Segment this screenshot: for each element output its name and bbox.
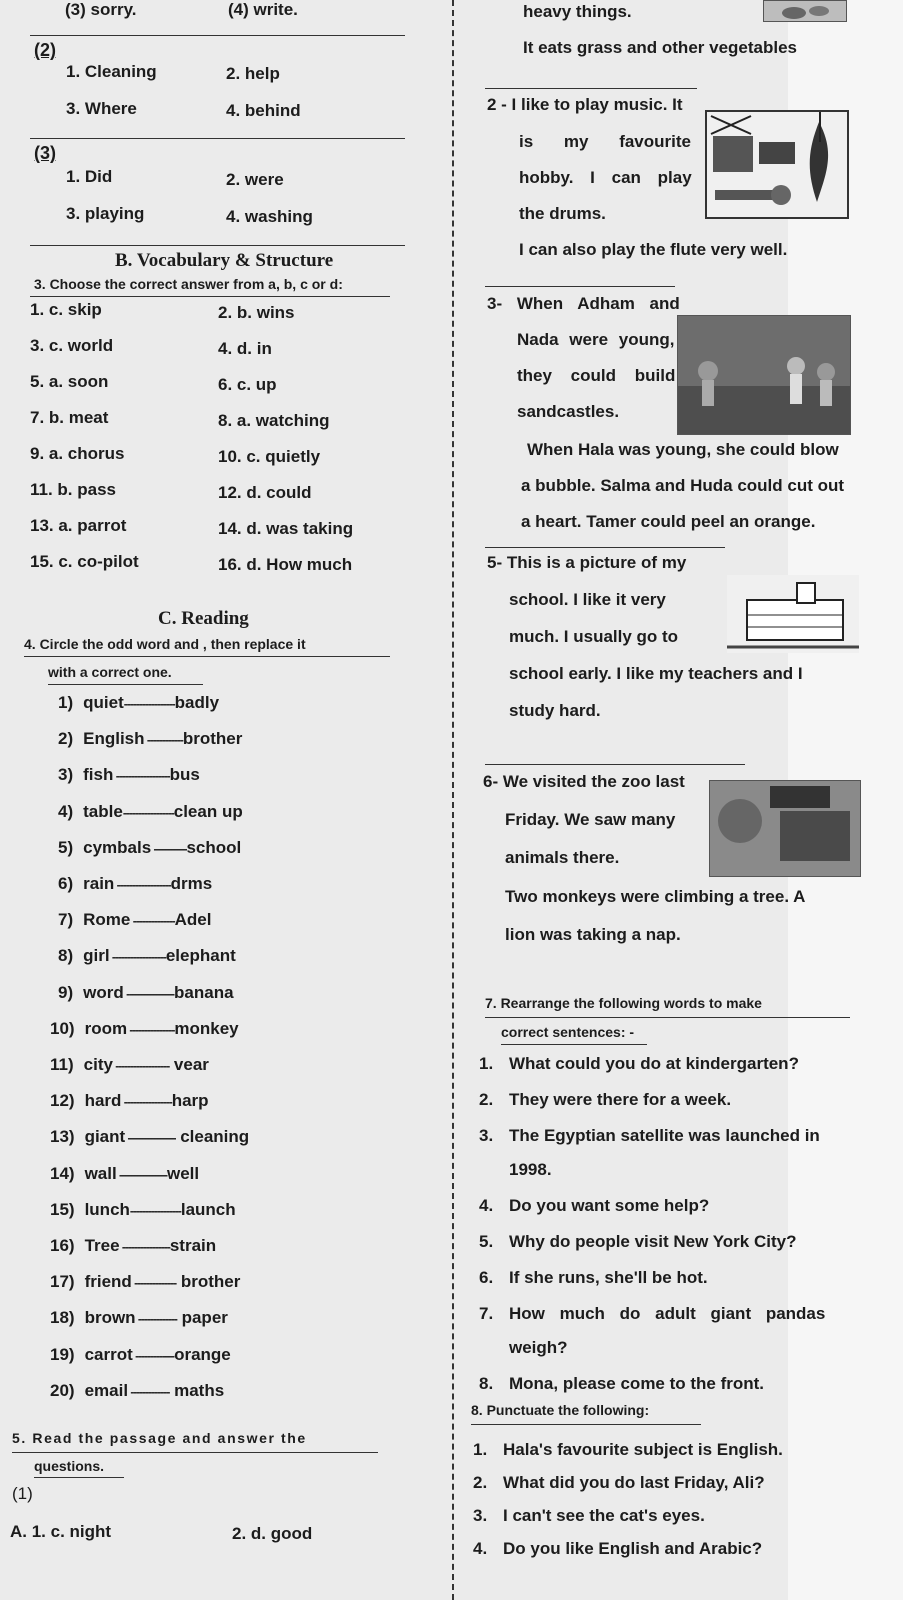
- item-number: 4): [58, 801, 74, 821]
- item-number: 14): [50, 1163, 75, 1183]
- item-number: 7): [58, 910, 74, 930]
- item-number: 6.: [479, 1268, 494, 1287]
- text-line: is my favourite: [519, 132, 691, 151]
- replacement-word: launch: [180, 1199, 236, 1219]
- odd-word: Rome: [83, 910, 131, 930]
- answer: A. 1. c. night: [10, 1522, 112, 1541]
- text-line: 5- This is a picture of my: [487, 553, 687, 572]
- sentence-line: If she runs, she'll be hot.: [509, 1268, 708, 1287]
- odd-word-row: [58, 729, 242, 749]
- right-column: [465, 0, 903, 1600]
- odd-word: carrot: [84, 1344, 133, 1364]
- odd-word-row: [58, 946, 236, 966]
- column-divider: [452, 0, 454, 1600]
- odd-word-row: [50, 1055, 209, 1075]
- rule: [30, 138, 405, 139]
- text-line: school. I like it very: [509, 590, 666, 609]
- item-number: 15): [50, 1199, 75, 1219]
- answer: 5. a. soon: [30, 372, 109, 391]
- text-line: Two monkeys were climbing a tree. A: [505, 887, 806, 906]
- item-number: 1.: [479, 1054, 494, 1073]
- sentence-line: Do you want some help?: [509, 1196, 710, 1215]
- text-line: I can also play the flute very well.: [519, 240, 788, 259]
- text-line: much. I usually go to: [509, 627, 679, 646]
- text-line: school early. I like my teachers and I: [509, 664, 803, 683]
- odd-word-row: [50, 1091, 209, 1111]
- answer: 3. Where: [66, 99, 137, 118]
- replacement-word: monkey: [174, 1018, 239, 1038]
- instruction: correct sentences: -: [501, 1024, 635, 1040]
- odd-word: email: [84, 1380, 129, 1400]
- dash-leader: --------------: [130, 914, 175, 929]
- dash-leader: ----------------: [121, 1095, 172, 1110]
- answer: 3. c. world: [30, 336, 114, 355]
- answer: 16. d. How much: [218, 555, 353, 574]
- section-label: (2): [34, 40, 56, 60]
- dash-leader: ------------------: [109, 950, 166, 965]
- answer: 13. a. parrot: [30, 516, 127, 535]
- answer: 12. d. could: [218, 483, 312, 502]
- answer: 1. c. skip: [30, 300, 102, 319]
- sentence-line: Hala's favourite subject is English.: [503, 1440, 783, 1459]
- dash-leader: ----------------: [116, 1167, 167, 1182]
- odd-word-row: [58, 983, 234, 1003]
- odd-word-row: [50, 1345, 231, 1365]
- sentence-line: I can't see the cat's eyes.: [503, 1506, 705, 1525]
- text-line: study hard.: [509, 701, 601, 720]
- odd-word-row: [50, 1308, 228, 1328]
- section-heading: B. Vocabulary & Structure: [115, 250, 334, 271]
- rule: [485, 88, 697, 89]
- rule: [30, 35, 405, 36]
- replacement-word: brother: [176, 1272, 241, 1292]
- sentence-line: Do you like English and Arabic?: [503, 1539, 763, 1558]
- rule: [485, 547, 725, 548]
- item-number: 3.: [479, 1126, 494, 1145]
- sentence-line: The Egyptian satellite was launched in: [509, 1126, 820, 1145]
- answer: 2. help: [226, 64, 280, 83]
- item-number: 13): [50, 1127, 75, 1147]
- instruction: 8. Punctuate the following:: [471, 1402, 650, 1418]
- sentence-line: weigh?: [509, 1338, 568, 1357]
- dash-leader: -----------------: [123, 697, 175, 711]
- rule: [30, 245, 405, 246]
- item-number: 4.: [479, 1196, 494, 1215]
- odd-word: wall: [84, 1163, 117, 1183]
- replacement-word: elephant: [165, 946, 236, 966]
- text-line: they could build: [517, 366, 676, 385]
- answer: 11. b. pass: [30, 480, 116, 499]
- replacement-word: well: [166, 1163, 200, 1183]
- section-label: (3): [34, 143, 56, 163]
- item-number: 9): [58, 982, 74, 1002]
- rule: [24, 656, 390, 657]
- text-line: When Hala was young, she could blow: [527, 440, 839, 459]
- replacement-word: bus: [169, 765, 200, 785]
- section-heading: C. Reading: [158, 608, 249, 629]
- sentence-line: What did you do last Friday, Ali?: [503, 1473, 765, 1492]
- text-line: 6- We visited the zoo last: [483, 772, 685, 791]
- instruction: 7. Rearrange the following words to make: [485, 995, 762, 1011]
- odd-word-row: [50, 1236, 216, 1256]
- answer: 2. were: [226, 170, 284, 189]
- text-line: heavy things.: [523, 2, 632, 21]
- odd-word: cymbals: [83, 837, 152, 857]
- text-line: a heart. Tamer could peel an orange.: [521, 512, 816, 531]
- item-number: 7.: [479, 1304, 494, 1323]
- rule: [30, 296, 390, 297]
- item-number: 8.: [479, 1374, 494, 1393]
- text-line: a bubble. Salma and Huda could cut out: [521, 476, 845, 495]
- dash-leader: -----------------: [129, 1203, 181, 1218]
- sentence-line: How much do adult giant pandas: [509, 1304, 826, 1323]
- school-image: [727, 575, 859, 653]
- instruments-image: [705, 110, 849, 219]
- instruction: questions.: [34, 1458, 105, 1474]
- dash-leader: -------------: [132, 1348, 175, 1363]
- rule: [48, 684, 203, 685]
- dash-leader: ------------------: [114, 878, 171, 892]
- dash-leader: ----------------: [119, 1240, 170, 1254]
- odd-word: giant: [84, 1127, 126, 1147]
- section-label: (1): [12, 1484, 33, 1503]
- answer: (4) write.: [228, 0, 298, 19]
- odd-word-row: [50, 1381, 224, 1401]
- answer: 14. d. was taking: [218, 519, 354, 538]
- dash-leader: ------------: [144, 733, 183, 748]
- answer: 10. c. quietly: [218, 447, 321, 466]
- answer: 4. behind: [226, 101, 301, 120]
- text-line: animals there.: [505, 848, 620, 867]
- answer: 9. a. chorus: [30, 444, 125, 463]
- answer: 4. d. in: [218, 339, 272, 358]
- item-number: 8): [58, 946, 74, 966]
- dash-leader: -------------: [135, 1312, 177, 1327]
- item-number: 1.: [473, 1440, 488, 1459]
- item-number: 6): [58, 874, 74, 893]
- answer: 7. b. meat: [30, 408, 109, 427]
- answer: 6. c. up: [218, 375, 277, 394]
- replacement-word: orange: [174, 1344, 231, 1364]
- odd-word-row: [50, 1200, 236, 1220]
- item-number: 1): [58, 693, 74, 712]
- text-line: Friday. We saw many: [505, 810, 676, 829]
- odd-word-row: [50, 1019, 239, 1039]
- odd-word: fish: [83, 765, 114, 785]
- odd-word: quiet: [83, 693, 124, 712]
- dash-leader: -------------: [128, 1384, 170, 1399]
- answer: 2. d. good: [232, 1524, 313, 1543]
- answer: 4. washing: [226, 207, 313, 226]
- left-column: [0, 0, 440, 1600]
- answer: 8. a. watching: [218, 411, 330, 430]
- odd-word-row: [50, 1164, 199, 1184]
- item-number: 2): [58, 729, 74, 749]
- odd-word: Tree: [84, 1236, 120, 1255]
- replacement-word: strain: [169, 1236, 217, 1255]
- dash-leader: ------------------: [113, 769, 170, 784]
- replacement-word: drms: [170, 874, 213, 893]
- odd-word: rain: [83, 874, 115, 893]
- item-number: 11): [50, 1055, 74, 1074]
- odd-word-row: [58, 910, 211, 930]
- dash-leader: -----------------: [122, 805, 174, 820]
- odd-word: lunch: [84, 1199, 130, 1219]
- instruction: 5. Read the passage and answer the: [12, 1430, 307, 1446]
- replacement-word: banana: [174, 982, 234, 1002]
- item-number: 12): [50, 1091, 75, 1111]
- item-number: 3): [58, 765, 74, 785]
- odd-word-row: [50, 1272, 240, 1292]
- dash-leader: ---------------: [127, 1022, 175, 1037]
- replacement-word: vear: [169, 1055, 209, 1074]
- rule: [501, 1044, 647, 1045]
- rule: [485, 764, 745, 765]
- rule: [12, 1452, 378, 1453]
- odd-word: hard: [84, 1091, 122, 1111]
- dash-leader: ----------------: [123, 986, 175, 1001]
- odd-word: brown: [84, 1308, 136, 1328]
- text-line: lion was taking a nap.: [505, 925, 681, 944]
- rule: [485, 286, 675, 287]
- item-number: 16): [50, 1236, 75, 1255]
- replacement-word: school: [186, 837, 242, 857]
- answer: 1. Cleaning: [66, 62, 157, 81]
- text-line: It eats grass and other vegetables: [523, 38, 797, 57]
- odd-word: table: [83, 801, 123, 821]
- rule: [34, 1477, 124, 1478]
- sentence-line: Mona, please come to the front.: [509, 1374, 765, 1393]
- item-number: 5.: [479, 1232, 494, 1251]
- odd-word: room: [84, 1018, 128, 1038]
- sentence-line: What could you do at kindergarten?: [509, 1054, 799, 1073]
- odd-word: friend: [84, 1272, 132, 1292]
- item-number: 20): [50, 1380, 75, 1400]
- answer: 2. b. wins: [218, 303, 295, 322]
- replacement-word: clean up: [173, 801, 243, 821]
- odd-word: girl: [83, 946, 110, 966]
- instruction: with a correct one.: [48, 664, 172, 680]
- replacement-word: brother: [182, 729, 243, 749]
- item-number: 2.: [473, 1473, 488, 1492]
- odd-word-row: [58, 838, 241, 858]
- instruction: 4. Circle the odd word and , then replace it: [24, 636, 306, 652]
- odd-word-row: [58, 693, 219, 713]
- sentence-line: They were there for a week.: [509, 1090, 732, 1109]
- replacement-word: harp: [171, 1091, 209, 1111]
- sentence-line: Why do people visit New York City?: [509, 1232, 797, 1251]
- text-line: 3- When Adham and: [487, 294, 680, 313]
- text-line: 2 - I like to play music. It: [487, 95, 683, 114]
- text-line: sandcastles.: [517, 402, 620, 421]
- odd-word: word: [83, 982, 124, 1002]
- replacement-word: Adel: [174, 910, 212, 930]
- item-number: 18): [50, 1308, 75, 1328]
- replacement-word: maths: [169, 1380, 225, 1400]
- answer: (3) sorry.: [65, 0, 137, 19]
- answer: 3. playing: [66, 204, 145, 223]
- rule: [471, 1424, 701, 1425]
- item-number: 4.: [473, 1539, 488, 1558]
- text-line: the drums.: [519, 204, 606, 223]
- replacement-word: paper: [176, 1308, 228, 1328]
- rule: [485, 1017, 850, 1018]
- text-line: hobby. I can play: [519, 168, 692, 187]
- instruction: 3. Choose the correct answer from a, b, c or d:: [34, 276, 343, 292]
- item-number: 19): [50, 1344, 75, 1364]
- dash-leader: ----------------: [125, 1131, 176, 1146]
- odd-word-row: [58, 765, 200, 785]
- odd-word-row: [58, 802, 243, 822]
- dash-leader: --------------: [131, 1276, 177, 1291]
- children-playing-image: [677, 315, 851, 435]
- dash-leader: ------------------: [112, 1059, 170, 1073]
- sentence-line: 1998.: [509, 1160, 552, 1179]
- item-number: 2.: [479, 1090, 494, 1109]
- odd-word: English: [83, 729, 145, 749]
- odd-word-row: [58, 874, 212, 894]
- replacement-word: badly: [174, 693, 220, 712]
- answer: 15. c. co-pilot: [30, 552, 139, 571]
- answer: 1. Did: [66, 167, 113, 186]
- item-number: 3.: [473, 1506, 488, 1525]
- replacement-word: cleaning: [175, 1127, 250, 1147]
- item-number: 5): [58, 837, 74, 857]
- zoo-image: [709, 780, 861, 877]
- odd-word: city: [83, 1055, 113, 1074]
- text-line: Nada were young,: [517, 330, 675, 349]
- odd-word-row: [50, 1127, 249, 1147]
- item-number: 10): [50, 1018, 75, 1038]
- dash-leader: -----------: [151, 841, 187, 856]
- animal-image: [763, 0, 847, 22]
- item-number: 17): [50, 1272, 75, 1292]
